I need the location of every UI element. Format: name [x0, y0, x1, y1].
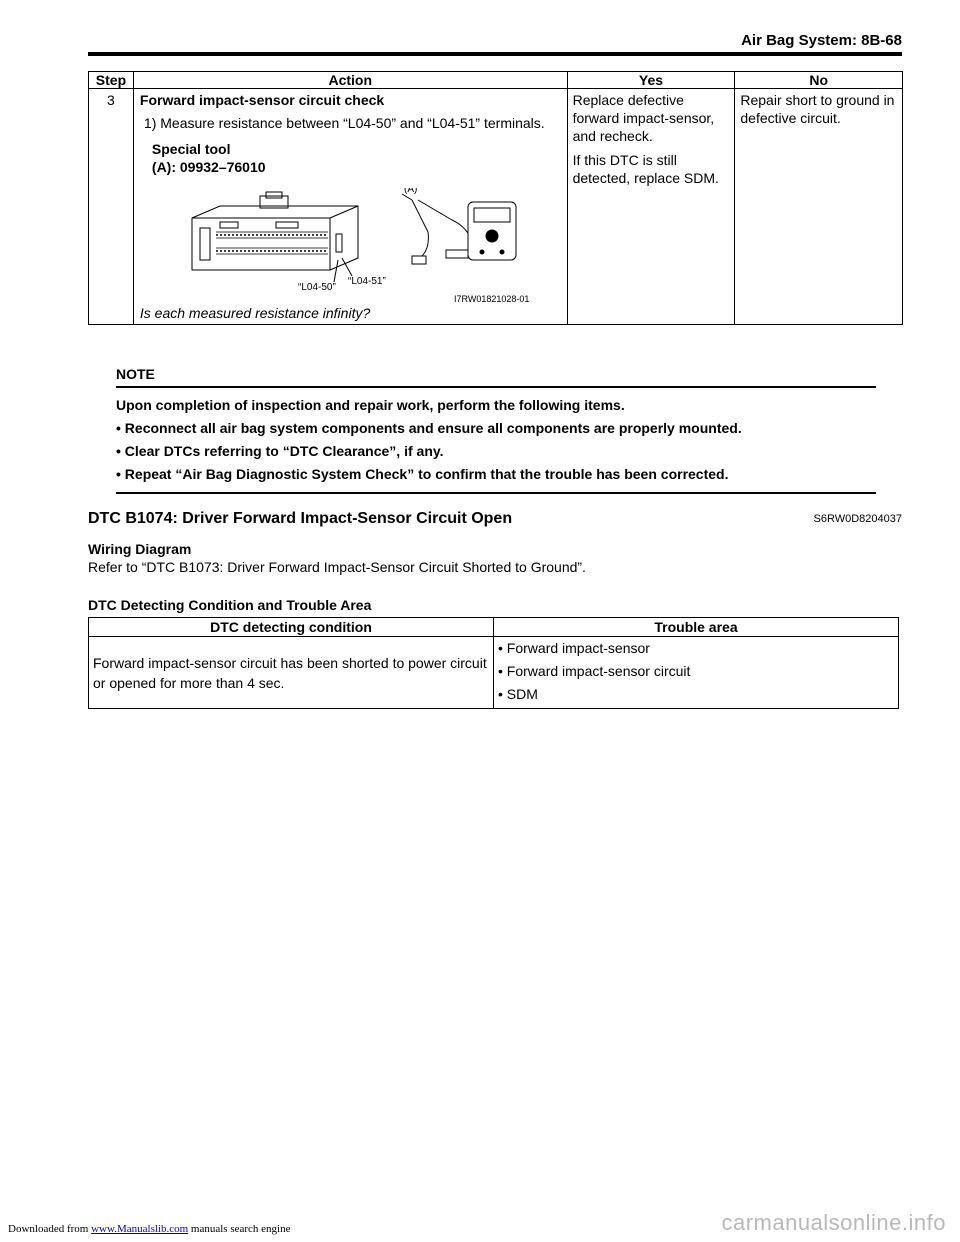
list-item: • SDM [498, 686, 538, 702]
col-step-header: Step [89, 72, 134, 89]
section-title-text: DTC B1074: Driver Forward Impact-Sensor Circuit Open [88, 510, 513, 527]
note-box [116, 364, 876, 494]
special-tool-label: Special tool [151, 141, 231, 157]
section-code: S6RW0D8204037 [813, 513, 902, 525]
action-item: 1) Measure resistance between “L04-50” and “L04-51” terminals. [143, 115, 545, 131]
note-body [116, 388, 876, 486]
wiring-diagram-heading: Wiring Diagram [88, 541, 192, 557]
note-bullet-2: • Clear DTCs referring to “DTC Clearance”, if any. [116, 443, 444, 459]
list-item: • Forward impact-sensor [498, 640, 650, 656]
condition-cell: Forward impact-sensor circuit has been shorted to power circuit or opened for more than 4 sec. [89, 637, 494, 709]
label-l04-51: “L04-51” [347, 276, 386, 287]
footer-suffix: manuals search engine [188, 1223, 291, 1235]
no-text: Repair short to ground in defective circuit. [740, 92, 895, 126]
step-table [88, 71, 903, 325]
dtc-table [88, 617, 899, 709]
table-row [89, 89, 903, 325]
connector-ohmmeter-illustration [180, 188, 552, 304]
action-cell [133, 89, 567, 325]
header-rule [88, 52, 902, 56]
note-title: NOTE [116, 366, 155, 382]
trouble-area-list [498, 637, 894, 708]
figure-code: I7RW01821028-01 [453, 294, 530, 304]
watermark: carmanualsonline.info [721, 1210, 946, 1235]
yes-cell [567, 89, 735, 325]
dtc-table-header [89, 618, 899, 637]
footer-prefix: Downloaded from [8, 1223, 92, 1235]
col-trouble-area-header: Trouble area [494, 618, 899, 637]
ohmmeter-icon [402, 194, 516, 264]
col-condition-header: DTC detecting condition [89, 618, 494, 637]
note-intro: Upon completion of inspection and repair work, perform the following items. [116, 397, 625, 413]
page-header: Air Bag System: 8B-68 [741, 32, 902, 49]
col-no-header: No [735, 72, 903, 89]
table-row [89, 637, 899, 709]
manualslib-link[interactable]: www.Manualslib.com [91, 1223, 189, 1235]
yes-text-2: If this DTC is still detected, replace SDM. [572, 152, 719, 186]
label-a: (A) [403, 188, 418, 195]
connector-icon [192, 192, 358, 282]
wiring-diagram-text: Refer to “DTC B1073: Driver Forward Impact-Sensor Circuit Shorted to Ground”. [88, 559, 586, 575]
special-tool [152, 140, 561, 176]
section-title [88, 510, 902, 528]
note-bullet-1: • Reconnect all air bag system components and ensure all components are properly mounted. [116, 420, 742, 436]
detect-condition-heading: DTC Detecting Condition and Trouble Area [88, 597, 372, 613]
action-title: Forward impact-sensor circuit check [139, 92, 385, 108]
list-item: • Forward impact-sensor circuit [498, 663, 691, 679]
download-footer [8, 1223, 290, 1235]
note-bottom-rule [116, 492, 876, 494]
step-number-text: 3 [107, 92, 115, 108]
step-table-header [89, 72, 903, 89]
col-action-header: Action [133, 72, 567, 89]
col-yes-header: Yes [567, 72, 735, 89]
connector-figure [180, 188, 552, 304]
action-question: Is each measured resistance infinity? [139, 305, 371, 321]
step-number [89, 89, 134, 325]
yes-text-1: Replace defective forward impact-sensor, and recheck. [572, 92, 715, 144]
special-tool-value: (A): 09932–76010 [151, 159, 266, 175]
no-cell [735, 89, 903, 325]
note-bullet-3: • Repeat “Air Bag Diagnostic System Check” to confirm that the trouble has been corrected. [116, 466, 729, 482]
label-l04-50: “L04-50” [297, 282, 336, 293]
trouble-area-cell [494, 637, 899, 709]
